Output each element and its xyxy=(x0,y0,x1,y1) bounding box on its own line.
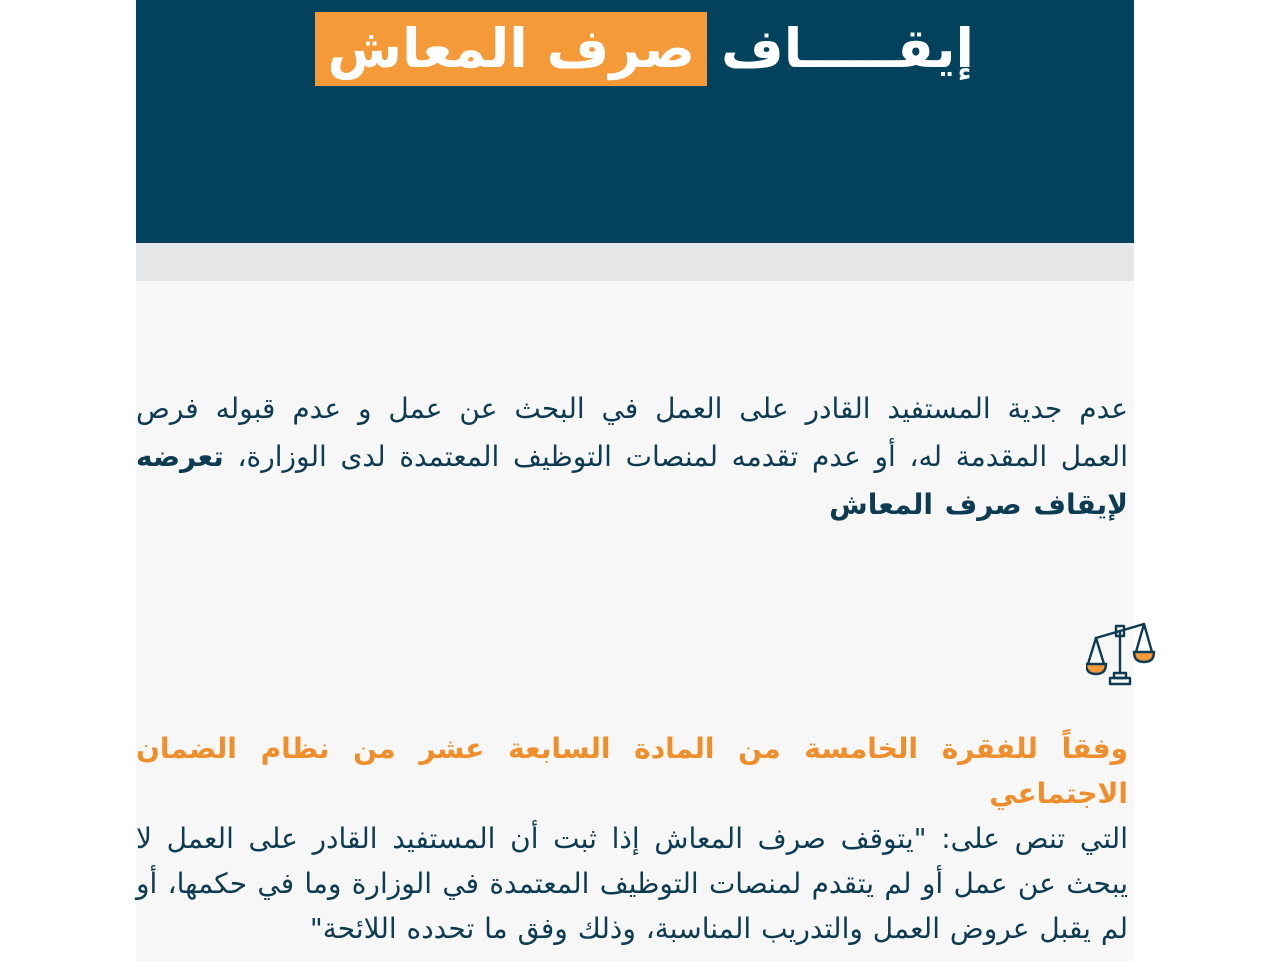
title-highlight: صرف المعاش xyxy=(315,12,707,86)
legal-reference-body: التي تنص على: "يتوقف صرف المعاش إذا ثبت أن المستفيد القادر على العمل لا يبحث عن عمل أو لم يتقدم لمنصات التوظيف المعتمدة في الوزارة وما في حكمها، أو لم يقبل عروض العمل والتدريب المناسبة، وذلك وفق ما تحدده اللائحة" xyxy=(136,822,1128,945)
legal-reference-intro: وفقاً للفقرة الخامسة من المادة السابعة عشر من نظام الضمان الاجتماعي xyxy=(136,732,1128,810)
paragraph-text: عدم جدية المستفيد القادر على العمل في البحث عن عمل و عدم قبوله فرص العمل المقدمة له، أو عدم تقدمه لمنصات التوظيف المعتمدة لدى الوزارة، xyxy=(136,392,1128,473)
divider-band xyxy=(136,243,1134,281)
content-card xyxy=(136,0,1134,961)
title-prefix: إيقـــــاف xyxy=(721,17,974,80)
scales-of-justice-icon xyxy=(1086,618,1162,688)
paragraph-emphasis: تعرضه لإيقاف صرف المعاش xyxy=(136,440,1128,521)
page-title xyxy=(315,10,974,88)
paragraph-suspension-reason xyxy=(136,385,1128,529)
header-banner xyxy=(136,0,1134,243)
paragraph-legal-reference xyxy=(136,726,1128,951)
